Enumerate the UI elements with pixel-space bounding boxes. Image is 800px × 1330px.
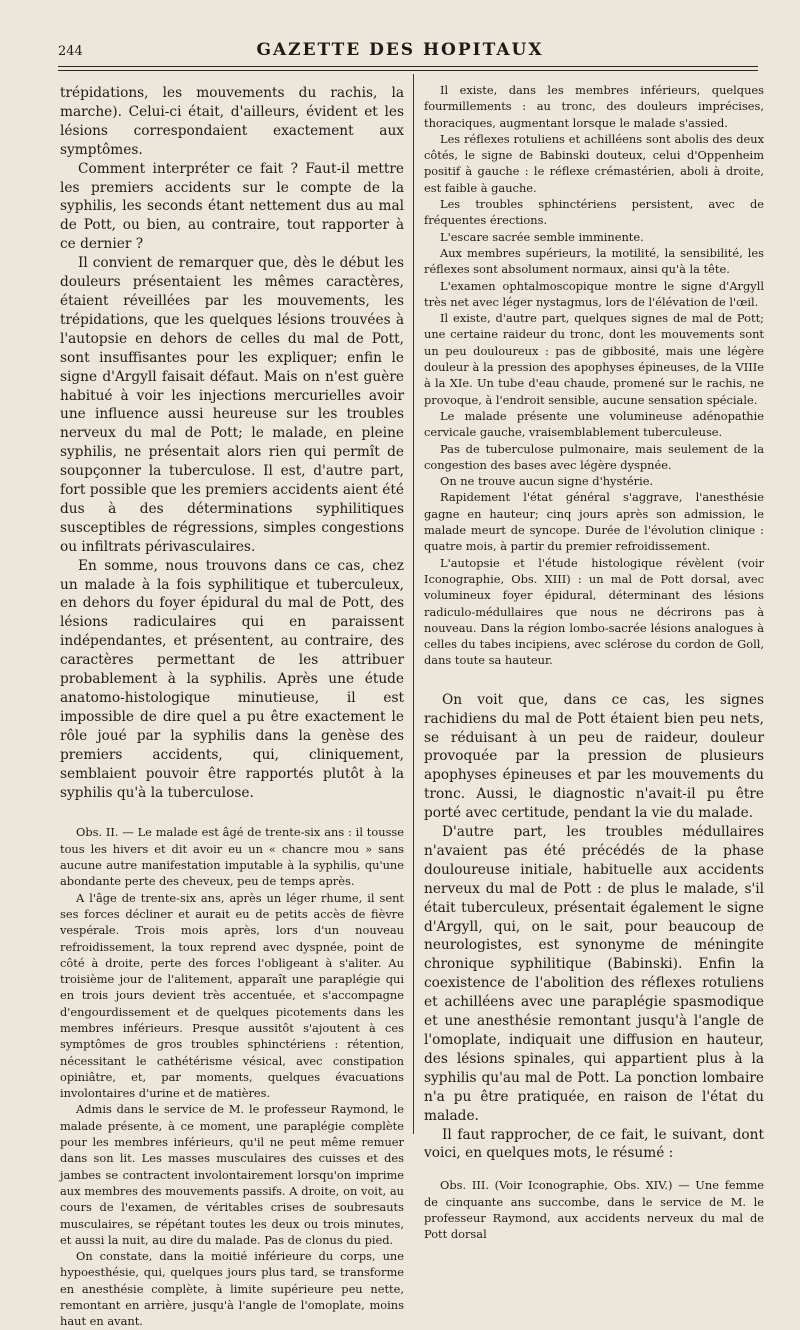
observation-ii-continued (424, 82, 764, 669)
spacer (424, 669, 764, 691)
spacer (424, 1163, 764, 1177)
header-rule (58, 66, 758, 67)
paragraph: On constate, dans la moitié inférieure du corps, une hypoesthésie, qui, quelques jours plus tard, se transforme en anesthésie complète, à limite supérieure peu nette, remontant en arrière, jusqu'à l'angle de l'omoplate, moins haut en avant. (60, 1249, 404, 1329)
paragraph: Aux membres supérieurs, la motilité, la sensibilité, les réflexes sont absolument normaux, ainsi qu'à la tête. (424, 245, 764, 277)
paragraph: A l'âge de trente-six ans, après un léger rhume, il sent ses forces décliner et aurait eu de petits accès de fièvre vespérale. Trois mois après, lors d'un nouveau refroidissement, la toux reprend avec dyspnée, point de côté à droite, perte des forces l'obligeant à s'aliter. Au troisième jour de l'alitement, apparaît une paraplégie qui en trois jours devient très accentuée, et s'accompagne d'engourdissement et de quelques picotements dans les membres inférieurs. Presque aussitôt s'ajoutent à ces symptômes de gros troubles sphinctériens : rétention, nécessitant le cathétérisme vésical, avec constipation opiniâtre, et, par moments, quelques évacuations involontaires d'urine et de matières. (60, 890, 404, 1101)
spacer (60, 802, 404, 824)
left-column (60, 84, 404, 1330)
paragraph: En somme, nous trouvons dans ce cas, chez un malade à la fois syphilitique et tuberculeux, en dehors du foyer épidural du mal de Pott, des lésions radiculaires qui en paraissent indépendantes, et présentent, au contraire, des caractères permettant de les attribuer probablement à la syphilis. Après une étude anatomo-histologique minutieuse, il est impossible de dire quel a pu être exactement le rôle joué par la syphilis dans la genèse des premiers accidents, qui, cliniquement, semblaient pouvoir être rapportés plutôt à la syphilis qu'à la tuberculose. (60, 557, 404, 801)
paragraph: Les réflexes rotuliens et achilléens sont abolis des deux côtés, le signe de Babinski douteux, celui d'Oppenheim positif à gauche : le réflexe crémastérien, aboli à droite, est faible à gauche. (424, 131, 764, 195)
paragraph: D'autre part, les troubles médullaires n'avaient pas été précédés de la phase douloureuse initiale, habituelle aux accidents nerveux du mal de Pott : de plus le malade, s'il était tuberculeux, présentait également le signe d'Argyll, qui, on le sait, pour beaucoup de neurologistes, est synonyme de méningite chronique syphilitique (Babinski). Enfin la coexistence de l'abolition des réflexes rotuliens et achilléens avec une paraplégie spasmodique et une anesthésie remontant jusqu'à l'angle de l'omoplate, indiquait une diffusion en hauteur, des lésions spinales, qui appartient plus à la syphilis qu'au mal de Pott. La ponction lombaire n'a pu être pratiquée, en raison de l'état du malade. (424, 824, 764, 1124)
paragraph: L'examen ophtalmoscopique montre le signe d'Argyll très net avec léger nystagmus, lors de l'élévation de l'œil. (424, 278, 764, 309)
paragraph: Obs. III. (Voir Iconographie, Obs. XIV.) — Une femme de cinquante ans succombe, dans le service de M. le professeur Raymond, aux accidents nerveux du mal de Pott dorsal (424, 1178, 764, 1242)
header-rule-double (58, 70, 758, 71)
paragraph: L'escare sacrée semble imminente. (440, 229, 644, 244)
paragraph: Admis dans le service de M. le professeur Raymond, le malade présente, à ce moment, une paraplégie complète pour les membres inférieurs, qu'il ne peut même remuer dans son lit. Les masses musculaires des cuisses et des jambes se contractent involontairement lorsqu'on imprime aux membres des mouvements passifs. A droite, on voit, au cours de l'examen, de véritables crises de soubresauts musculaires, se répétant toutes les deux ou trois minutes, et aussi la nuit, au dire du malade. Pas de clonus du pied. (60, 1102, 404, 1247)
paragraph: Il existe, d'autre part, quelques signes de mal de Pott; une certaine raideur du tronc, dont les mouvements sont un peu douloureux : pas de gibbosité, mais une légère douleur à la pression des apophyses épineuses, de la VIIIe à la XIe. Un tube d'eau chaude, promené sur le rachis, ne provoque, à l'endroit sensible, aucune sensation spéciale. (424, 311, 764, 407)
observation-iii (424, 1177, 764, 1242)
right-main-text (424, 691, 764, 1164)
paragraph: Comment interpréter ce fait ? Faut-il mettre les premiers accidents sur le compte de la syphilis, les seconds étant nettement dus au mal de Pott, ou bien, au contraire, tout rapporter à ce dernier ? (60, 160, 404, 253)
paragraph: Le malade présente une volumineuse adénopathie cervicale gauche, vraisemblablement tuberculeuse. (424, 408, 764, 440)
paragraph: L'autopsie et l'étude histologique révèlent (voir Iconographie, Obs. XIII) : un mal de Pott dorsal, avec volumineux foyer épidural, déterminant des lésions radiculo-médullaires que nous ne décrirons pas à nouveau. Dans la région lombo-sacrée lésions analogues à celles du tabes incipiens, avec sclérose du cordon de Goll, dans toute sa hauteur. (424, 555, 764, 668)
paragraph: On ne trouve aucun signe d'hystérie. (440, 474, 654, 489)
paragraph: Les troubles sphinctériens persistent, avec de fréquentes érections. (424, 197, 764, 228)
page-number: 244 (58, 44, 83, 59)
column-divider (413, 74, 414, 1134)
paragraph: Pas de tuberculose pulmonaire, mais seulement de la congestion des bases avec légère dyspnée. (424, 441, 764, 472)
paragraph: Rapidement l'état général s'aggrave, l'anesthésie gagne en hauteur; cinq jours après son admission, le malade meurt de syncope. Durée de l'évolution clinique : quatre mois, à partir du premier refroidissement. (424, 490, 764, 554)
paragraph: Il existe, dans les membres inférieurs, quelques fourmillements : au tronc, des douleurs imprécises, thoraciques, augmentant lorsque le malade s'assied. (424, 83, 764, 130)
left-main-text (60, 84, 404, 802)
journal-title: GAZETTE DES HOPITAUX (256, 40, 544, 60)
paragraph: trépidations, les mouvements du rachis, la marche). Celui-ci était, d'ailleurs, évident et les lésions correspondaient exactement aux symptômes. (60, 85, 404, 158)
observation-ii (60, 824, 404, 1329)
right-column (424, 82, 764, 1243)
paragraph: On voit que, dans ce cas, les signes rachidiens du mal de Pott étaient bien peu nets, se réduisant à un peu de raideur, douleur provoquée par la pression de plusieurs apophyses épineuses et par les mouvements du tronc. Aussi, le diagnostic n'avait-il pu être porté avec certitude, pendant la vie du malade. (424, 691, 764, 822)
paragraph: Il faut rapprocher, de ce fait, le suivant, dont voici, en quelques mots, le résumé : (424, 1126, 764, 1162)
paragraph: Il convient de remarquer que, dès le début les douleurs présentaient les mêmes caractères, étaient réveillées par les mouvements, les trépidations, que les quelques lésions trouvées à l'autopsie en dehors de celles du mal de Pott, sont insuffisantes pour les expliquer; enfin le signe d'Argyll faisait défaut. Mais on n'est guère habitué à voir les injections mercurielles avoir une influence aussi heureuse sur les troubles nerveux du mal de Pott; le malade, en pleine syphilis, ne présentait alors rien qui permît de soupçonner la tuberculose. Il est, d'autre part, fort possible que les premiers accidents aient été dus à des déterminations syphilitiques susceptibles de régressions, simples congestions ou infiltrats périvasculaires. (60, 255, 404, 555)
paragraph: Obs. II. — Le malade est âgé de trente-six ans : il tousse tous les hivers et dit avoir eu un « chancre mou » sans aucune autre manifestation imputable à la syphilis, qu'une abondante perte des cheveux, peu de temps après. (60, 825, 404, 889)
